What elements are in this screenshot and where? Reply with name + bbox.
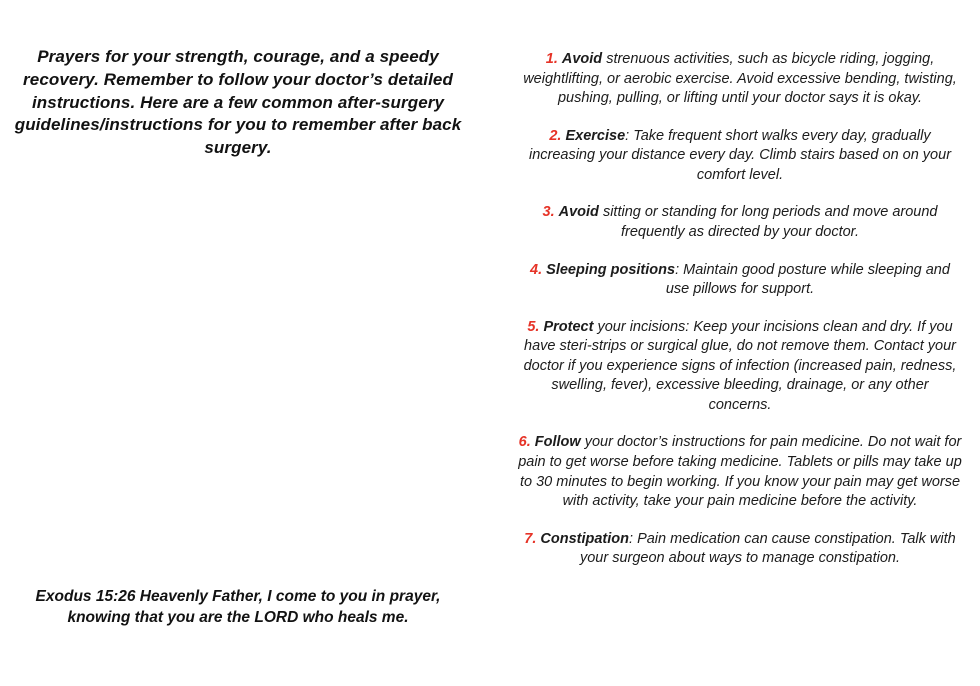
item-lead: Follow — [534, 434, 581, 451]
item-text: your incisions: Keep your incisions clean and dry. If you have steri-strips or surgical glue, do not remove them. Contact your doctor if you experience signs of infection (increased pain, redness, swelling, fever), excessive bleeding, drainage, or any other concerns. — [523, 318, 957, 413]
bible-verse: Exodus 15:26 Heavenly Father, I come to you in prayer, knowing that you are the LORD who heals me. — [35, 588, 441, 627]
item-text: : Take frequent short walks every day, gradually increasing your distance every day. Climb stairs based on on your comfort level. — [528, 127, 952, 183]
item-lead: Avoid — [558, 204, 599, 221]
item-text: strenuous activities, such as bicycle riding, jogging, weightlifting, or aerobic exercise. Avoid excessive bending, twisting, pushing, pulling, or lifting until your doctor says it is okay. — [523, 51, 957, 107]
item-number: 2. — [549, 127, 562, 144]
item-lead: Sleeping positions — [546, 261, 676, 278]
item-number: 5. — [527, 318, 540, 335]
list-item-1 — [518, 50, 962, 109]
item-number: 4. — [530, 261, 543, 278]
intro-text: Prayers for your strength, courage, and a speedy recovery. Remember to follow your doctor’s detailed instructions. Here are a few common after-surgery guidelines/instructions for you to remember after back surgery. — [14, 47, 462, 158]
item-number: 7. — [524, 530, 537, 547]
left-column — [14, 46, 462, 160]
item-number: 3. — [542, 204, 555, 221]
item-text: : Maintain good posture while sleeping and use pillows for support. — [665, 261, 950, 298]
instructions-list — [518, 50, 962, 569]
list-item-6 — [518, 433, 962, 511]
item-number: 6. — [518, 434, 531, 451]
item-text: : Pain medication can cause constipation. Talk with your surgeon about ways to manage constipation. — [579, 530, 956, 567]
item-lead: Protect — [543, 318, 594, 335]
item-lead: Constipation — [540, 530, 630, 547]
list-item-7 — [518, 530, 962, 569]
item-text: sitting or standing for long periods and move around frequently as directed by your doctor. — [598, 204, 938, 240]
item-lead: Exercise — [565, 127, 626, 144]
list-item-5 — [518, 318, 962, 416]
list-item-3 — [518, 203, 962, 242]
list-item-4 — [518, 261, 962, 300]
item-text: your doctor’s instructions for pain medicine. Do not wait for pain to get worse before taking medicine. Tablets or pills may take up to 30 minutes to begin working. If you know your pain may get worse with activity, take your pain medicine before the activity. — [518, 434, 962, 510]
list-item-2 — [518, 127, 962, 186]
item-lead: Avoid — [561, 51, 603, 67]
item-number: 1. — [545, 51, 558, 67]
